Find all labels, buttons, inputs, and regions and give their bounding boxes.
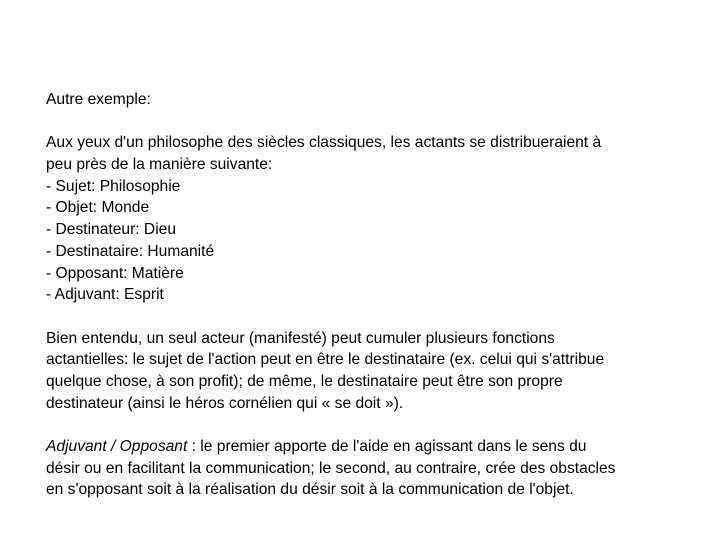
actant-opposant: - Opposant: Matière (46, 264, 184, 282)
paragraph3-line-1 (46, 436, 716, 458)
actant-sujet: - Sujet: Philosophie (46, 177, 181, 195)
paragraph2-line-1: Bien entendu, un seul acteur (manifesté) peut cumuler plusieurs fonctions (46, 329, 555, 347)
paragraph2-line-4: destinateur (ainsi le héros cornélien qui « se doit »). (46, 394, 404, 412)
paragraph3-term: Adjuvant / Opposant (46, 438, 188, 455)
paragraph3-line-1-rest: : le premier apporte de l'aide en agissant dans le sens du (187, 438, 587, 455)
intro-line-1: Aux yeux d'un philosophe des siècles classiques, les actants se distribueraient à (46, 134, 602, 152)
actant-destinataire: - Destinataire: Humanité (46, 242, 215, 260)
paragraph2-line-3: quelque chose, à son profit); de même, le destinataire peut être son propre (46, 372, 563, 390)
actant-adjuvant: - Adjuvant: Esprit (46, 286, 164, 304)
blank-line (46, 414, 716, 436)
paragraph3-line-2: désir ou en facilitant la communication; le second, au contraire, crée des obstacles (46, 459, 616, 477)
actant-objet: - Objet: Monde (46, 199, 150, 217)
actant-destinateur: - Destinateur: Dieu (46, 221, 177, 239)
blank-line (46, 306, 716, 328)
slide-text-body (46, 89, 716, 501)
intro-line-2: peu près de la manière suivante: (46, 156, 273, 174)
paragraph2-line-2: actantielles: le sujet de l'action peut en être le destinataire (ex. celui qui s'attribue (46, 351, 605, 369)
heading: Autre exemple: (46, 91, 151, 108)
blank-line (46, 111, 716, 133)
paragraph3-line-3: en s'opposant soit à la réalisation du désir soit à la communication de l'objet. (46, 481, 574, 499)
